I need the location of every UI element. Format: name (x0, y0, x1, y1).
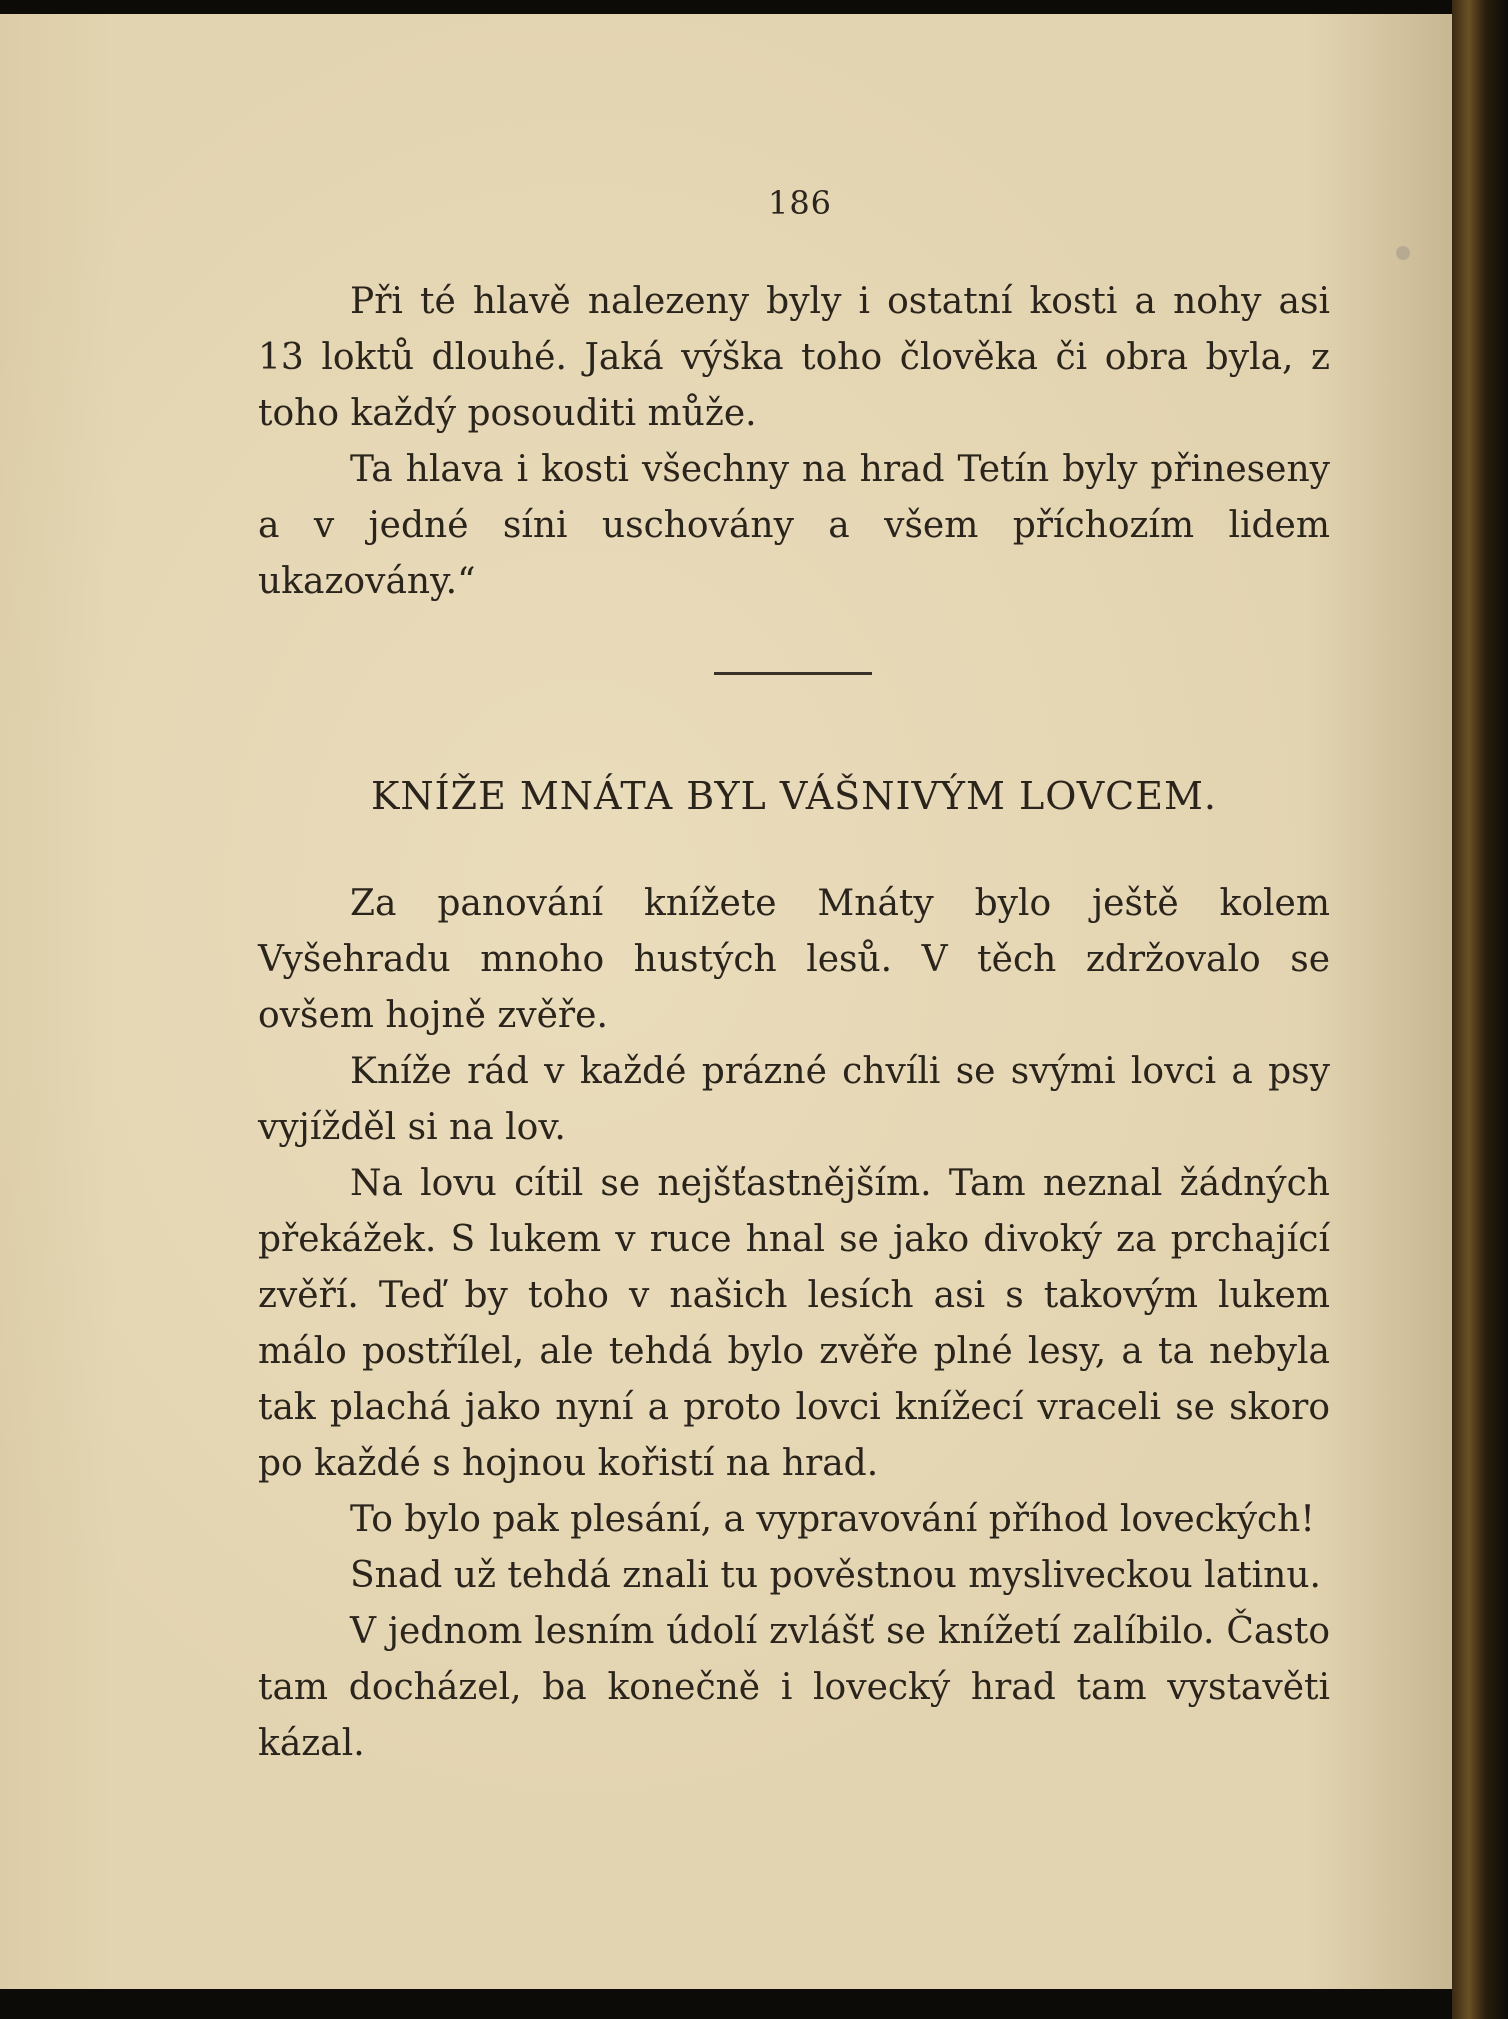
paragraph: To bylo pak plesání, a vypravování příhod loveckých! (350, 1499, 1315, 1540)
chapter-heading: KNÍŽE MNÁTA BYL VÁŠNIVÝM LOVCEM. (371, 774, 1217, 818)
paper-speck (1396, 246, 1410, 260)
section-2-text (258, 876, 1330, 1772)
section-1-text (258, 274, 1330, 610)
book-binding-edge (1452, 0, 1508, 2019)
paragraph: Ta hlava i kosti všechny na hrad Tetín byly přineseny a v jedné síni uschovány a všem příchozím lidem ukazovány.“ (258, 449, 1330, 602)
paragraph: Na lovu cítil se nejšťastnějším. Tam neznal žádných překážek. S lukem v ruce hnal se jako divoký za prchající zvěří. Teď by toho v našich lesích asi s takovým lukem málo postřílel, ale tehdá bylo zvěře plné lesy, a ta nebyla tak plachá jako nyní a proto lovci knížecí vraceli se skoro po každé s hojnou kořistí na hrad. (258, 1163, 1330, 1484)
paragraph: Při té hlavě nalezeny byly i ostatní kosti a nohy asi 13 loktů dlouhé. Jaká výška toho člověka či obra byla, z toho každý posouditi může. (258, 281, 1330, 434)
section-divider (714, 672, 872, 675)
paragraph: Kníže rád v každé prázné chvíli se svými lovci a psy vyjížděl si na lov. (258, 1051, 1330, 1148)
paragraph: Za panování knížete Mnáty bylo ještě kolem Vyšehradu mnoho hustých lesů. V těch zdržovalo se ovšem hojně zvěře. (258, 883, 1330, 1036)
page-sheet (0, 14, 1452, 1989)
page-number: 186 (767, 184, 833, 222)
paragraph: V jednom lesním údolí zvlášť se knížetí zalíbilo. Často tam docházel, ba konečně i lovecký hrad tam vystavěti kázal. (258, 1611, 1330, 1764)
paragraph: Snad už tehdá znali tu pověstnou mysliveckou latinu. (350, 1555, 1321, 1596)
